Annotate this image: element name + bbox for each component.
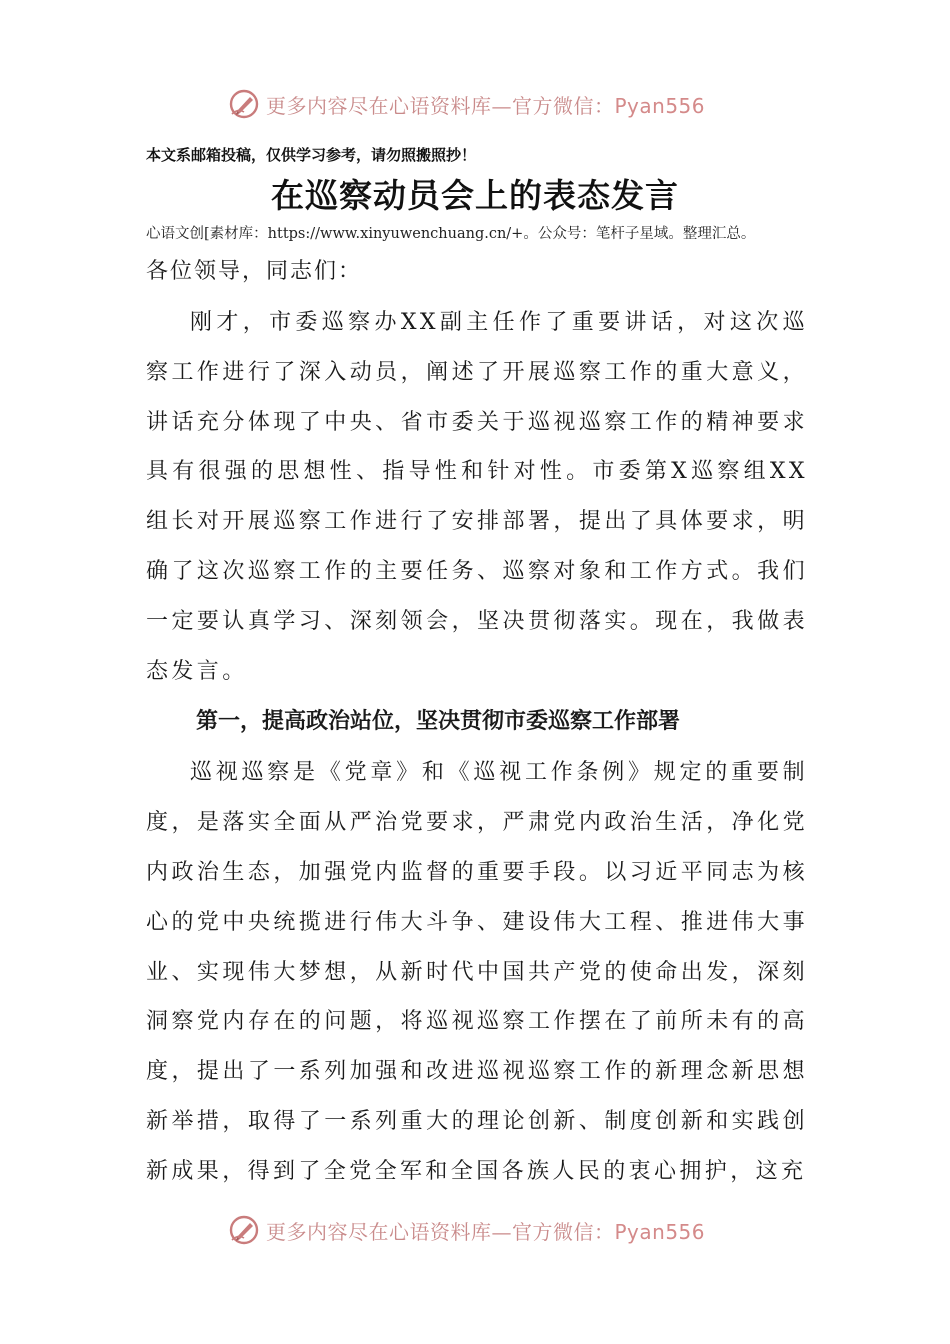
paragraph: 刚才，市委巡察办XX副主任作了重要讲话，对这次巡察工作进行了深入动员，阐述了开展巡察工作的重大意义，讲话充分体现了中央、省市委关于巡视巡察工作的精神要求具有很强的思想性、指导性和针对性。市委第X巡察组XX组长对开展巡察工作进行了安排部署，提出了具体要求，明确了这次巡察工作的主要任务、巡察对象和工作方式。我们一定要认真学习、深刻领会，坚决贯彻落实。现在，我做表态发言。 <box>146 310 808 684</box>
salutation: 各位领导，同志们： <box>146 259 363 284</box>
header-banner <box>228 84 748 124</box>
paragraph: 巡视巡察是《党章》和《巡视工作条例》规定的重要制度，是落实全面从严治党要求，严肃党内政治生活，净化党内政治生态，加强党内监督的重要手段。以习近平同志为核心的党中央统揽进行伟大斗争、建设伟大工程、推进伟大事业、实现伟大梦想，从新时代中国共产党的使命出发，深刻洞察党内存在的问题，将巡视巡察工作摆在了前所未有的高度，提出了一系列加强和改进巡视巡察工作的新理念新思想新举措，取得了一系列重大的理论创新、制度创新和实践创新成果，得到了全党全军和全国各族人民的衷心拥护，这充 <box>146 760 808 1184</box>
banner-handle: Pyan556 <box>614 1219 706 1244</box>
section-heading: 第一，提高政治站位，坚决贯彻市委巡察工作部署 <box>196 709 681 735</box>
pen-circle-logo-icon <box>228 1214 260 1246</box>
banner-text <box>266 1216 705 1245</box>
banner-text <box>266 90 705 119</box>
banner-label: 更多内容尽在心语资料库—官方微信： <box>266 1219 615 1244</box>
footer-banner <box>228 1210 748 1250</box>
pen-circle-logo-icon <box>228 88 260 120</box>
document-title: 在巡察动员会上的表态发言 <box>271 176 679 215</box>
banner-handle: Pyan556 <box>614 93 706 118</box>
banner-label: 更多内容尽在心语资料库—官方微信： <box>266 93 615 118</box>
source-line: 心语文创[素材库：https://www.xinyuwenchuang.cn/+。公众号：笔杆子星域。整理汇总。 <box>146 226 756 242</box>
document-body <box>146 252 808 1197</box>
notice-line: 本文系邮箱投稿，仅供学习参考，请勿照搬照抄！ <box>146 146 477 164</box>
